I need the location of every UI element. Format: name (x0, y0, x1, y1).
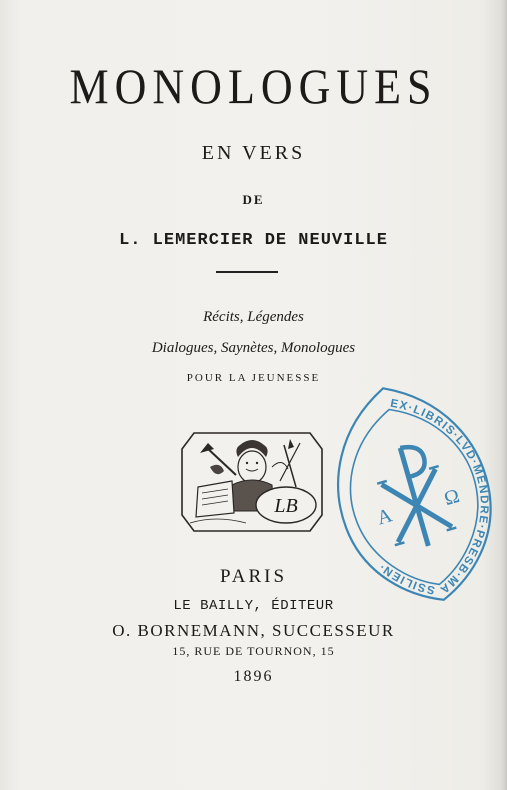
author-name: L. LEMERCIER DE NEUVILLE (119, 231, 388, 250)
divider-rule (216, 271, 278, 273)
publisher-vignette (176, 427, 328, 537)
stamp-alpha: A (374, 504, 395, 530)
stamp-legend: EX·LIBRIS·LVD·MENDRE·PRESB·MASSILIEN· (376, 397, 490, 596)
vignette-monogram: LB (274, 495, 298, 517)
audience-line: POUR LA JEUNESSE (186, 372, 321, 384)
imprint-city: PARIS (219, 566, 288, 587)
imprint-publisher: LE BAILLY, ÉDITEUR (173, 598, 334, 614)
book-subtitle: EN VERS (201, 142, 306, 164)
genres-line-2: Dialogues, Saynètes, Monologues (151, 340, 356, 356)
genres-line-1: Récits, Légendes (203, 309, 304, 325)
by-word: DE (242, 192, 265, 207)
stamp-omega: Ω (441, 484, 463, 511)
imprint-successor: O. BORNEMANN, SUCCESSEUR (112, 621, 395, 640)
book-title: MONOLOGUES (69, 59, 438, 114)
imprint-address: 15, RUE DE TOURNON, 15 (172, 644, 335, 658)
imprint-year: 1896 (233, 668, 274, 685)
